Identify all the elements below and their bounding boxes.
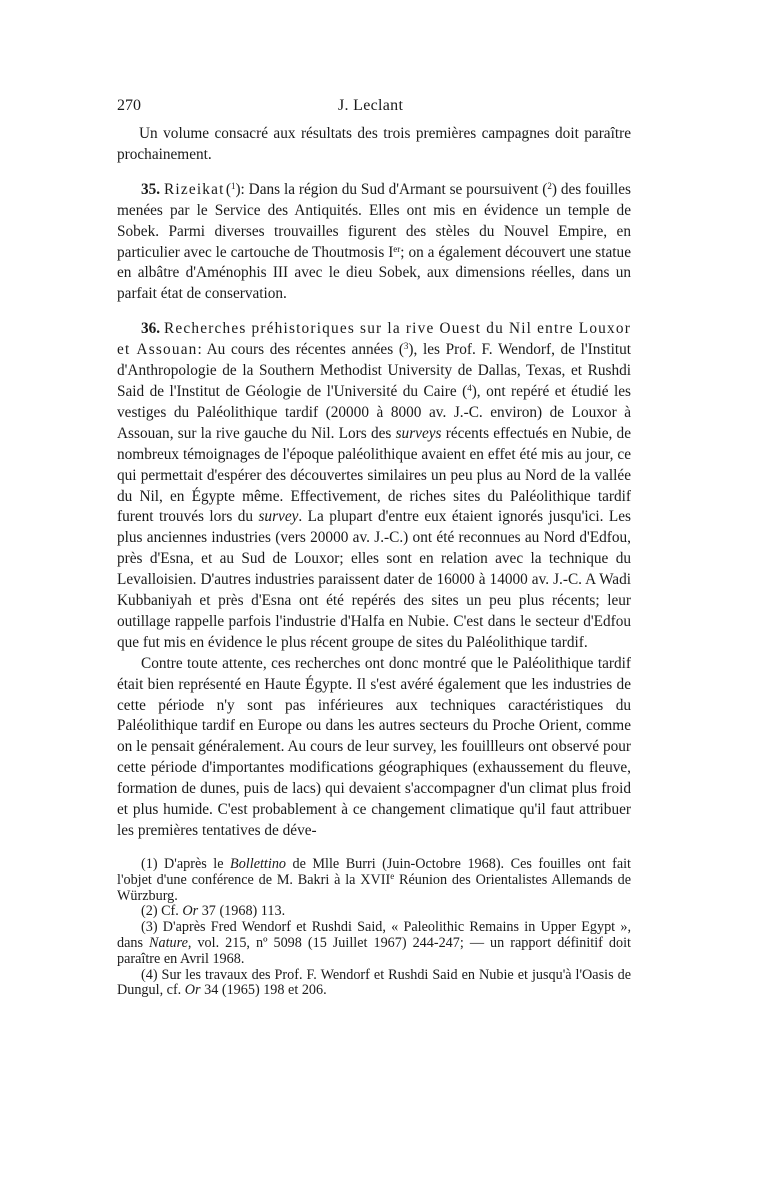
note-ref-4: 4	[467, 382, 472, 393]
section-35-paragraph: 35. Rizeikat ($^1$): Dans la région du Sud d'Armant se poursuivent ($^2$) des fouilles menées par le Service des Antiquités. Elles ont mis en évidence un temple de Sobek. Parmi diverses trouvailles figurent des stèles du Nouvel Empire, en particulier avec le cartouche de Thoutmosis Ier; on a également découvert une statue en albâtre d'Aménophis III avec le dieu Sobek, aux dimensions réelles, dans un parfait état de conservation.	[117, 180, 631, 303]
footnote-2: (2) Cf. Or 37 (1968) 113.	[141, 903, 286, 920]
main-text	[117, 124, 631, 842]
footnote-3: (3) D'après Fred Wendorf et Rushdi Said, « Paleolithic Remains in Upper Egypt », dans Nature, vol. 215, nº 5098 (15 Juillet 1967) 244-247; — un rapport définitif doit paraître en Avril 1968.	[117, 919, 631, 967]
page-header	[113, 97, 633, 117]
footnote-4: (4) Sur les travaux des Prof. F. Wendorf et Rushdi Said en Nubie et jusqu'à l'Oasis de Dungul, cf. Or 34 (1965) 198 et 206.	[117, 966, 631, 999]
note-ref-1: 1	[230, 180, 236, 191]
section-35-title: Rizeikat	[163, 180, 225, 198]
footnote-1: (1) D'après le Bollettino de Mlle Burri (Juin-Octobre 1968). Ces fouilles ont fait l'objet d'une conférence de M. Bakri à la XVIIe Réunion des Orientalistes Allemands de Würzburg.	[117, 856, 631, 904]
section-36-number: 36.	[141, 320, 161, 338]
section-36-paragraph-2: Contre toute attente, ces recherches ont donc montré que le Paléolithique tardif était bien représenté en Haute Égypte. Il s'est avéré également que les industries de cette période n'y sont pas inférieures aux techniques caractéristiques du Paléolithique tardif en Europe ou dans les autres secteurs du Proche Orient, comme on le pensait généralement. Au cours de leur survey, les fouillleurs ont observé pour cette période d'importantes modifications géographiques (exhaussement du fleuve, formation de dunes, puis de lacs) qui devaient s'accompagner d'un climat plus froid et plus humide. C'est probablement à ce changement climatique qu'il faut attribuer les premières tentatives de déve-	[117, 654, 631, 839]
running-title: J. Leclant	[338, 97, 404, 114]
footnotes	[117, 857, 631, 999]
page-number: 270	[117, 97, 141, 114]
section-36-title: Recherches préhistoriques sur la rive Ouest du Nil entre Louxor et Assouan	[117, 320, 632, 359]
section-36-paragraph-1: 36. Recherches préhistoriques sur la rive Ouest du Nil entre Louxor et Assouan: Au cours des récentes années ($^3$), les Prof. F. Wendorf, de l'Institut d'Anthropologie de la Southern Methodist University de Dallas, Texas, et Rushdi Said de l'Institut de Géologie de l'Université du Caire ($^4$), ont repéré et étudié les vestiges du Paléolithique tardif (20000 à 8000 av. J.-C. environ) de Louxor à Assouan, sur la rive gauche du Nil. Lors des surveys récents effectués en Nubie, de nombreux témoignages de l'époque paléolithique avaient en effet été mis au jour, ce qui permettait d'espérer des découvertes similaires un peu plus au Nord de la vallée du Nil, en Égypte même. Effectivement, de riches sites du Paléolithique tardif furent trouvés lors du survey. La plupart d'entre eux étaient ignorés jusqu'ici. Les plus anciennes industries (vers 20000 av. J.-C.) ont été reconnues au Nord d'Edfou, près d'Esna, et au Sud de Louxor; elles sont en relation avec la technique du Levalloisien. D'autres industries paraissent dater de 16000 à 14000 av. J.-C. A Wadi Kubbaniyah et près d'Esna ont été repérés des sites un peu plus récents; leur outillage rappelle parfois l'industrie d'Halfa en Nubie. C'est dans le secteur d'Edfou que fut mis en évidence le plus récent groupe de sites du Paléolithique tardif.	[117, 320, 632, 651]
intro-paragraph: Un volume consacré aux résultats des trois premières campagnes doit paraître prochainement.	[117, 125, 631, 163]
note-ref-3: 3	[403, 341, 409, 352]
note-ref-2: 2	[547, 180, 552, 191]
section-35-number: 35.	[141, 180, 161, 198]
